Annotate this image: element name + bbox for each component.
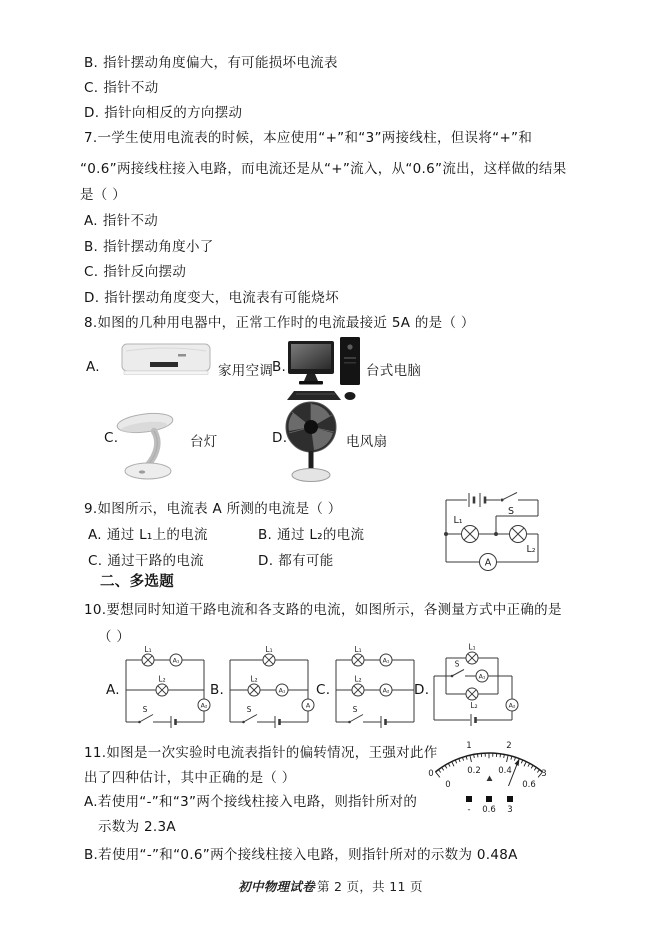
q10-letter-c: C. (316, 682, 331, 698)
lamp-l2-label: L₂ (470, 701, 478, 710)
option-text: 指针摆动角度小了 (103, 239, 214, 255)
lamp-l1-label: L₁ (354, 644, 362, 654)
option-letter: A. (88, 527, 102, 543)
q7-text-line2: “0.6”两接线柱接入电路，而电流还是从“+”流入，从“0.6”流出，这样做的结果 (80, 161, 567, 177)
switch-label: S (454, 659, 460, 669)
outer-scale-1: 1 (466, 741, 472, 751)
option-text: 指针摆动角度变大，电流表有可能烧坏 (104, 290, 339, 306)
q6-option-b (84, 51, 338, 71)
lamp-l2-label: L₂ (354, 674, 362, 684)
q11-text-line2: 出了四种估计，其中正确的是（ ） (84, 770, 296, 786)
q10-circuit-d (430, 642, 516, 728)
q11-option-a-line1: A.若使用“-”和“3”两个接线柱接入电路，则指针所对的 (84, 794, 418, 810)
meter-2-label: A₂ (382, 687, 390, 695)
q7-text-line3: 是（ ） (80, 187, 126, 203)
lamp-l1-label: L₁ (453, 515, 463, 526)
inner-scale-04: 0.4 (498, 766, 512, 776)
lamp-l1-symbol (453, 515, 478, 543)
option-text: 指针不动 (102, 213, 159, 229)
option-letter: B. (84, 239, 99, 255)
meter-1-label: A₁ (278, 687, 286, 695)
option-letter: A. (84, 213, 98, 229)
switch-symbol (501, 493, 518, 518)
outer-scale-3: 3 (541, 769, 547, 779)
option-text: 通过 L₂的电流 (277, 527, 365, 543)
option-letter: D. (84, 290, 100, 306)
lamp-l1-label: L₁ (468, 642, 476, 652)
inner-scale-06: 0.6 (522, 780, 536, 790)
switch-label: S (352, 705, 358, 714)
option-text: 指针摆动角度偏大，有可能损坏电流表 (103, 55, 338, 71)
q10-letter-a: A. (106, 682, 120, 698)
meter-1-label: A₁ (478, 673, 486, 681)
q9-option-a (88, 523, 208, 543)
q6-option-c (84, 76, 159, 96)
option-text: 指针不动 (103, 80, 159, 96)
option-letter: B. (84, 55, 99, 71)
q8-caption-desk-lamp: 台灯 (190, 434, 218, 450)
option-letter: C. (88, 553, 103, 569)
air-conditioner-icon (120, 341, 212, 381)
option-letter: B. (258, 527, 273, 543)
page-footer (0, 877, 661, 895)
q11-option-b: B.若使用“-”和“0.6”两个接线柱接入电路，则指针所对的示数为 0.48A (84, 847, 518, 863)
option-letter: C. (84, 80, 99, 96)
q10-letter-b: B. (210, 682, 225, 698)
q6-option-d (84, 101, 242, 121)
q10-letter-d: D. (414, 682, 430, 698)
q9-circuit-diagram (438, 486, 550, 578)
zero-adjust-marker (487, 776, 493, 782)
lamp-l2-label: L₂ (250, 674, 258, 684)
option-text: 通过 L₁上的电流 (106, 527, 208, 543)
q8-caption-desktop-computer: 台式电脑 (366, 363, 422, 379)
q10-circuit-b (226, 644, 312, 728)
q9-option-d (258, 549, 334, 569)
q7-option-b (84, 235, 214, 255)
q9-text: 9.如图所示，电流表 A 所测的电流是（ ） (84, 501, 342, 517)
option-letter: D. (84, 105, 100, 121)
meter-1-label: A₁ (172, 657, 180, 665)
ammeter-label: A (484, 557, 492, 569)
meter-2-label: A₂ (200, 702, 208, 710)
meter-1-label: A₁ (382, 657, 390, 665)
q8-text: 8.如图的几种用电器中，正常工作时的电流最接近 5A 的是（ ） (84, 315, 475, 331)
q9-option-b (258, 523, 364, 543)
inner-scale-02: 0.2 (467, 766, 481, 776)
terminals (466, 796, 513, 815)
q9-option-c (88, 549, 204, 569)
lamp-l2-label: L₂ (526, 544, 536, 555)
lamp-l2-label: L₂ (158, 674, 166, 684)
footer-title: 初中物理试卷 (238, 879, 315, 894)
option-text: 指针反向摆动 (103, 264, 187, 280)
inner-scale-0: 0 (445, 780, 451, 790)
ammeter-symbol (480, 554, 497, 571)
terminal-3-label: 3 (507, 805, 513, 815)
q7-option-c (84, 260, 186, 280)
lamp-l2-symbol (510, 526, 536, 556)
q8-caption-electric-fan: 电风扇 (346, 434, 388, 450)
section-2-header: 二、多选题 (100, 574, 174, 590)
battery-symbol (469, 493, 485, 507)
option-text: 指针向相反的方向摆动 (104, 105, 243, 121)
q8-letter-d: D. (272, 430, 288, 446)
terminal-06-label: 0.6 (482, 805, 496, 815)
desktop-computer-icon (288, 337, 364, 407)
option-text: 都有可能 (278, 553, 334, 569)
desk-lamp-icon (114, 410, 184, 482)
q8-letter-a: A. (86, 359, 100, 375)
meter-2-label: A₂ (508, 702, 516, 710)
option-text: 通过干路的电流 (107, 553, 204, 569)
ammeter-dial (428, 734, 552, 818)
q10-circuit-a (122, 644, 208, 728)
q10-text-line1: 10.要想同时知道干路电流和各支路的电流，如图所示，各测量方式中正确的是 (84, 602, 562, 618)
q10-text-line2: （ ） (98, 629, 131, 645)
switch-label: S (246, 705, 252, 714)
footer-page-info: 第 2 页，共 11 页 (316, 879, 423, 894)
option-letter: C. (84, 264, 99, 280)
q8-caption-air-conditioner: 家用空调 (218, 363, 274, 379)
q11-text-line1: 11.如图是一次实验时电流表指针的偏转情况，王强对此作 (84, 745, 438, 761)
option-letter: D. (258, 553, 274, 569)
q7-option-a (84, 209, 158, 229)
q7-option-d (84, 286, 339, 306)
dial-ticks (436, 753, 543, 777)
meter-2-label: A (305, 702, 311, 710)
outer-scale-2: 2 (506, 741, 512, 751)
q11-option-a-line2: 示数为 2.3A (98, 819, 176, 835)
switch-label: S (142, 705, 148, 714)
switch-label: S (507, 506, 515, 517)
q8-letter-c: C. (104, 430, 119, 446)
q7-text-line1: 7.一学生使用电流表的时候，本应使用“+”和“3”两接线柱，但误将“+”和 (84, 130, 533, 146)
electric-fan-icon (284, 400, 338, 486)
lamp-l1-label: L₁ (144, 644, 152, 654)
q8-letter-b: B. (272, 359, 287, 375)
terminal-minus-label: - (467, 805, 471, 815)
q10-circuit-c (332, 644, 418, 728)
lamp-l1-label: L₁ (265, 644, 273, 654)
outer-scale-0: 0 (428, 769, 434, 779)
